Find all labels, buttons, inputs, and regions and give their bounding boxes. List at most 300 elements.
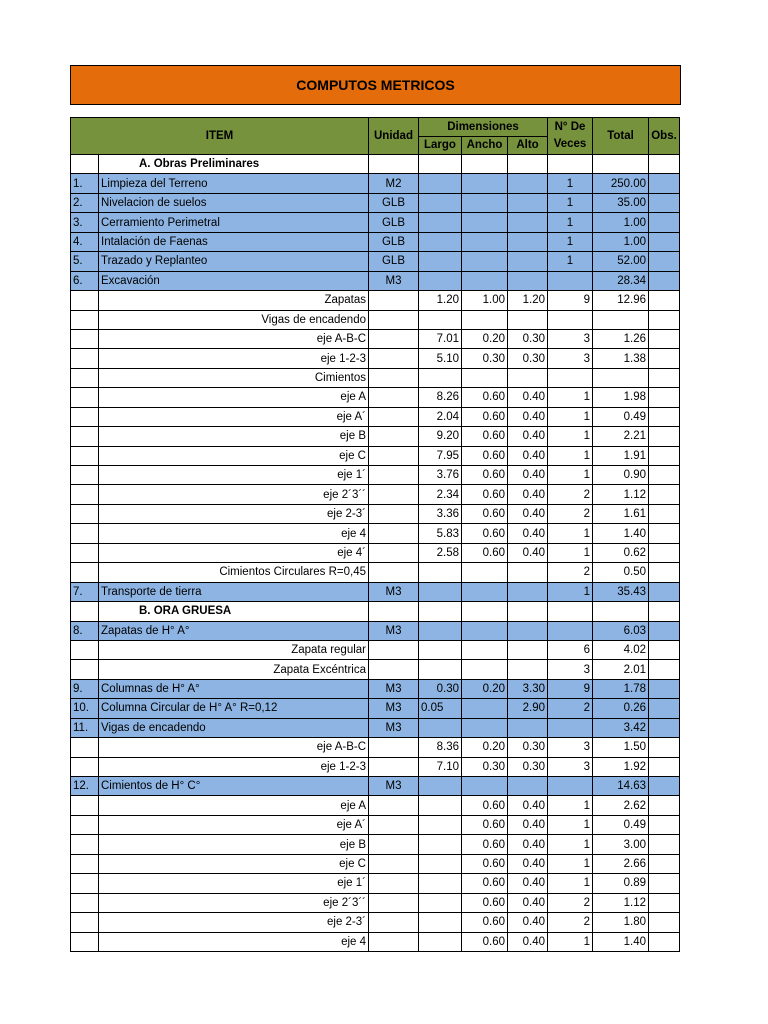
item-ancho [462,271,508,290]
item-largo [419,232,462,251]
row-num-cell [71,757,99,776]
sub-ancho: 0.60 [462,932,508,951]
sub-alto: 0.40 [508,407,548,426]
sub-unit [369,835,419,854]
item-total: 1.00 [593,213,649,232]
sub-name: eje 2-3´ [99,913,369,932]
item-veces [548,777,593,796]
sub-obs [649,796,680,815]
sub-veces: 3 [548,660,593,679]
sub-unit [369,854,419,873]
largo-cell [419,602,462,621]
sub-row [71,738,680,757]
sub-total: 0.49 [593,815,649,834]
sub-name: eje B [99,427,369,446]
row-num-cell [71,602,99,621]
sub-largo: 9.20 [419,427,462,446]
header-alto: Alto [508,136,548,155]
sub-obs [649,854,680,873]
sub-largo [419,640,462,659]
row-num-cell [71,835,99,854]
sub-largo [419,874,462,893]
sub-veces: 3 [548,329,593,348]
sub-obs [649,349,680,368]
sub-row [71,466,680,485]
sub-veces: 1 [548,388,593,407]
item-row [71,699,680,718]
item-largo: 0.30 [419,679,462,698]
sub-ancho: 0.30 [462,349,508,368]
sub-unit [369,796,419,815]
item-alto [508,718,548,737]
item-total: 35.00 [593,193,649,212]
sub-obs [649,524,680,543]
row-num-cell [71,640,99,659]
sub-obs [649,835,680,854]
sub-name: eje C [99,854,369,873]
sub-alto: 0.40 [508,427,548,446]
item-name: Cimientos de H° C° [99,777,369,796]
item-total: 3.42 [593,718,649,737]
sub-veces: 3 [548,349,593,368]
sub-obs [649,368,680,387]
item-name: Transporte de tierra [99,582,369,601]
item-unit: GLB [369,232,419,251]
item-number: 7. [71,582,99,601]
sub-largo: 3.36 [419,504,462,523]
item-alto [508,582,548,601]
sub-total: 1.61 [593,504,649,523]
sub-unit [369,291,419,310]
item-largo [419,718,462,737]
sub-obs [649,446,680,465]
item-name: Intalación de Faenas [99,232,369,251]
item-veces: 1 [548,252,593,271]
sub-obs [649,427,680,446]
sub-row [71,368,680,387]
item-obs [649,174,680,193]
item-ancho: 0.20 [462,679,508,698]
sub-total: 1.40 [593,932,649,951]
sub-name: eje A [99,796,369,815]
item-unit: GLB [369,213,419,232]
sub-name: eje 1-2-3 [99,349,369,368]
section-row [71,602,680,621]
sub-obs [649,543,680,562]
row-num-cell [71,291,99,310]
item-total: 0.26 [593,699,649,718]
sub-unit [369,660,419,679]
item-row [71,621,680,640]
header-item: ITEM [71,118,369,155]
sub-largo [419,913,462,932]
sub-total: 1.50 [593,738,649,757]
item-veces: 1 [548,213,593,232]
sub-largo: 8.26 [419,388,462,407]
item-number: 11. [71,718,99,737]
item-unit: M3 [369,777,419,796]
sub-veces: 1 [548,407,593,426]
item-alto [508,777,548,796]
sub-alto: 0.40 [508,932,548,951]
sub-alto: 0.30 [508,738,548,757]
item-veces [548,718,593,737]
item-total: 35.43 [593,582,649,601]
header-total: Total [593,118,649,155]
header-obs: Obs. [649,118,680,155]
sub-total: 1.12 [593,485,649,504]
sub-veces: 2 [548,893,593,912]
sub-total: 0.89 [593,874,649,893]
row-num-cell [71,738,99,757]
sub-largo [419,893,462,912]
item-veces: 1 [548,232,593,251]
item-number: 1. [71,174,99,193]
item-obs [649,718,680,737]
sub-name: eje 1´ [99,466,369,485]
sub-alto: 0.40 [508,815,548,834]
item-total: 28.34 [593,271,649,290]
item-ancho [462,621,508,640]
sub-veces: 1 [548,932,593,951]
row-num-cell [71,485,99,504]
sub-alto [508,310,548,329]
item-largo [419,213,462,232]
sub-largo: 8.36 [419,738,462,757]
item-total: 52.00 [593,252,649,271]
sheet-title: COMPUTOS METRICOS [70,65,681,105]
sub-largo: 5.10 [419,349,462,368]
sub-ancho: 0.60 [462,407,508,426]
item-unit: M3 [369,679,419,698]
sub-largo: 2.34 [419,485,462,504]
sub-obs [649,660,680,679]
item-obs [649,621,680,640]
sub-total: 2.62 [593,796,649,815]
sub-largo [419,660,462,679]
sub-veces: 1 [548,854,593,873]
item-ancho [462,252,508,271]
header-row-1 [71,118,680,137]
sub-unit [369,466,419,485]
sub-name: Zapatas [99,291,369,310]
sub-obs [649,329,680,348]
header-largo: Largo [419,136,462,155]
sub-unit [369,757,419,776]
sub-alto [508,563,548,582]
item-unit: M3 [369,271,419,290]
sub-ancho: 0.60 [462,815,508,834]
sub-name: Zapata Excéntrica [99,660,369,679]
row-num-cell [71,368,99,387]
total-cell [593,602,649,621]
sub-row [71,427,680,446]
header-veces: N° De Veces [548,118,593,155]
section-row [71,155,680,174]
sub-name: eje 2´3´´ [99,893,369,912]
sub-name: eje 4´ [99,543,369,562]
sub-obs [649,310,680,329]
row-num-cell [71,349,99,368]
sub-veces: 1 [548,543,593,562]
sub-ancho: 0.60 [462,913,508,932]
computos-table [70,117,680,952]
sub-total: 1.26 [593,329,649,348]
row-num-cell [71,543,99,562]
sub-veces: 9 [548,291,593,310]
item-veces: 1 [548,174,593,193]
item-ancho [462,232,508,251]
item-alto [508,621,548,640]
row-num-cell [71,660,99,679]
item-obs [649,582,680,601]
item-obs [649,777,680,796]
sub-row [71,291,680,310]
sub-name: Cimientos Circulares R=0,45 [99,563,369,582]
item-obs [649,271,680,290]
sub-veces: 1 [548,466,593,485]
row-num-cell [71,815,99,834]
row-num-cell [71,524,99,543]
item-name: Cerramiento Perimetral [99,213,369,232]
item-largo [419,621,462,640]
sub-alto: 0.40 [508,485,548,504]
sub-unit [369,388,419,407]
sub-row [71,524,680,543]
item-largo [419,777,462,796]
sub-unit [369,893,419,912]
sub-alto: 0.30 [508,349,548,368]
sub-veces: 1 [548,524,593,543]
sub-alto: 0.40 [508,874,548,893]
row-num-cell [71,874,99,893]
sub-total: 1.91 [593,446,649,465]
item-obs [649,699,680,718]
item-veces: 2 [548,699,593,718]
veces-cell [548,155,593,174]
sub-alto: 0.40 [508,504,548,523]
sub-name: Cimientos [99,368,369,387]
sub-unit [369,329,419,348]
sub-ancho [462,368,508,387]
item-obs [649,252,680,271]
sub-largo [419,563,462,582]
sub-largo: 3.76 [419,466,462,485]
sub-total: 1.40 [593,524,649,543]
sub-name: eje C [99,446,369,465]
sub-ancho: 0.60 [462,835,508,854]
row-num-cell [71,932,99,951]
item-name: Limpieza del Terreno [99,174,369,193]
item-largo [419,174,462,193]
item-number: 3. [71,213,99,232]
unit-cell [369,602,419,621]
sub-row [71,640,680,659]
largo-cell [419,155,462,174]
sub-unit [369,932,419,951]
sub-row [71,796,680,815]
sub-obs [649,757,680,776]
sub-unit [369,815,419,834]
item-alto [508,174,548,193]
sub-row [71,815,680,834]
sub-row [71,913,680,932]
sub-obs [649,563,680,582]
item-alto [508,213,548,232]
item-row [71,718,680,737]
sub-unit [369,524,419,543]
item-obs [649,232,680,251]
row-num-cell [71,407,99,426]
sub-largo: 2.58 [419,543,462,562]
sub-unit [369,310,419,329]
sub-ancho: 0.60 [462,854,508,873]
sub-largo [419,835,462,854]
sub-unit [369,913,419,932]
item-alto [508,232,548,251]
sub-alto: 0.40 [508,796,548,815]
sub-unit [369,738,419,757]
row-num-cell [71,388,99,407]
header-unidad: Unidad [369,118,419,155]
sub-unit [369,504,419,523]
sub-alto: 0.40 [508,466,548,485]
item-ancho [462,174,508,193]
sub-alto: 1.20 [508,291,548,310]
sub-largo [419,932,462,951]
item-unit: M3 [369,621,419,640]
sub-alto: 0.40 [508,854,548,873]
sub-unit [369,427,419,446]
sub-name: eje B [99,835,369,854]
sub-unit [369,563,419,582]
sub-veces: 1 [548,446,593,465]
item-ancho [462,699,508,718]
sub-unit [369,349,419,368]
item-veces: 1 [548,193,593,212]
alto-cell [508,155,548,174]
sub-veces [548,310,593,329]
item-number: 4. [71,232,99,251]
sub-row [71,407,680,426]
item-total: 1.00 [593,232,649,251]
sub-largo: 7.95 [419,446,462,465]
item-largo [419,252,462,271]
item-row [71,232,680,251]
sub-total [593,368,649,387]
item-ancho [462,777,508,796]
sub-alto [508,640,548,659]
sub-ancho: 0.60 [462,874,508,893]
sub-name: eje A [99,388,369,407]
sub-ancho: 0.60 [462,543,508,562]
sub-alto: 0.40 [508,543,548,562]
sub-alto: 0.40 [508,913,548,932]
item-alto: 2.90 [508,699,548,718]
sub-largo: 7.01 [419,329,462,348]
item-number: 9. [71,679,99,698]
sub-name: Zapata regular [99,640,369,659]
sub-total: 12.96 [593,291,649,310]
sub-row [71,485,680,504]
sub-total: 1.98 [593,388,649,407]
item-total: 250.00 [593,174,649,193]
sub-unit [369,485,419,504]
sub-row [71,874,680,893]
row-num-cell [71,329,99,348]
item-row [71,213,680,232]
item-alto [508,271,548,290]
sub-obs [649,485,680,504]
sub-veces: 1 [548,815,593,834]
item-largo [419,193,462,212]
sub-total: 1.12 [593,893,649,912]
row-num-cell [71,466,99,485]
sub-largo: 1.20 [419,291,462,310]
sub-obs [649,504,680,523]
item-name: Trazado y Replanteo [99,252,369,271]
sub-row [71,835,680,854]
item-veces: 9 [548,679,593,698]
row-num-cell [71,893,99,912]
sub-row [71,349,680,368]
sub-largo [419,796,462,815]
sub-obs [649,407,680,426]
sub-ancho: 0.60 [462,466,508,485]
sub-row [71,563,680,582]
sub-ancho: 1.00 [462,291,508,310]
sub-name: Vigas de encadendo [99,310,369,329]
item-number: 5. [71,252,99,271]
sub-alto: 0.40 [508,388,548,407]
sub-veces: 2 [548,913,593,932]
item-name: Columna Circular de H° A° R=0,12 [99,699,369,718]
item-number: 12. [71,777,99,796]
item-number: 10. [71,699,99,718]
item-largo [419,582,462,601]
sub-ancho: 0.60 [462,446,508,465]
item-number: 6. [71,271,99,290]
item-name: Excavación [99,271,369,290]
row-num-cell [71,796,99,815]
row-num-cell [71,310,99,329]
sub-alto: 0.40 [508,446,548,465]
sub-name: eje 2-3´ [99,504,369,523]
sub-total: 2.21 [593,427,649,446]
section-title: B. ORA GRUESA [99,602,369,621]
sub-name: eje 4 [99,524,369,543]
sub-total: 1.92 [593,757,649,776]
sub-obs [649,466,680,485]
item-largo [419,271,462,290]
sub-obs [649,640,680,659]
sub-ancho: 0.60 [462,893,508,912]
item-alto [508,193,548,212]
sub-row [71,310,680,329]
row-num-cell [71,155,99,174]
sub-total: 0.62 [593,543,649,562]
sub-veces: 3 [548,757,593,776]
item-veces [548,621,593,640]
obs-cell [649,155,680,174]
sub-total: 3.00 [593,835,649,854]
sub-alto: 0.30 [508,329,548,348]
item-row [71,252,680,271]
sub-ancho [462,640,508,659]
sub-row [71,757,680,776]
sub-total [593,310,649,329]
row-num-cell [71,446,99,465]
